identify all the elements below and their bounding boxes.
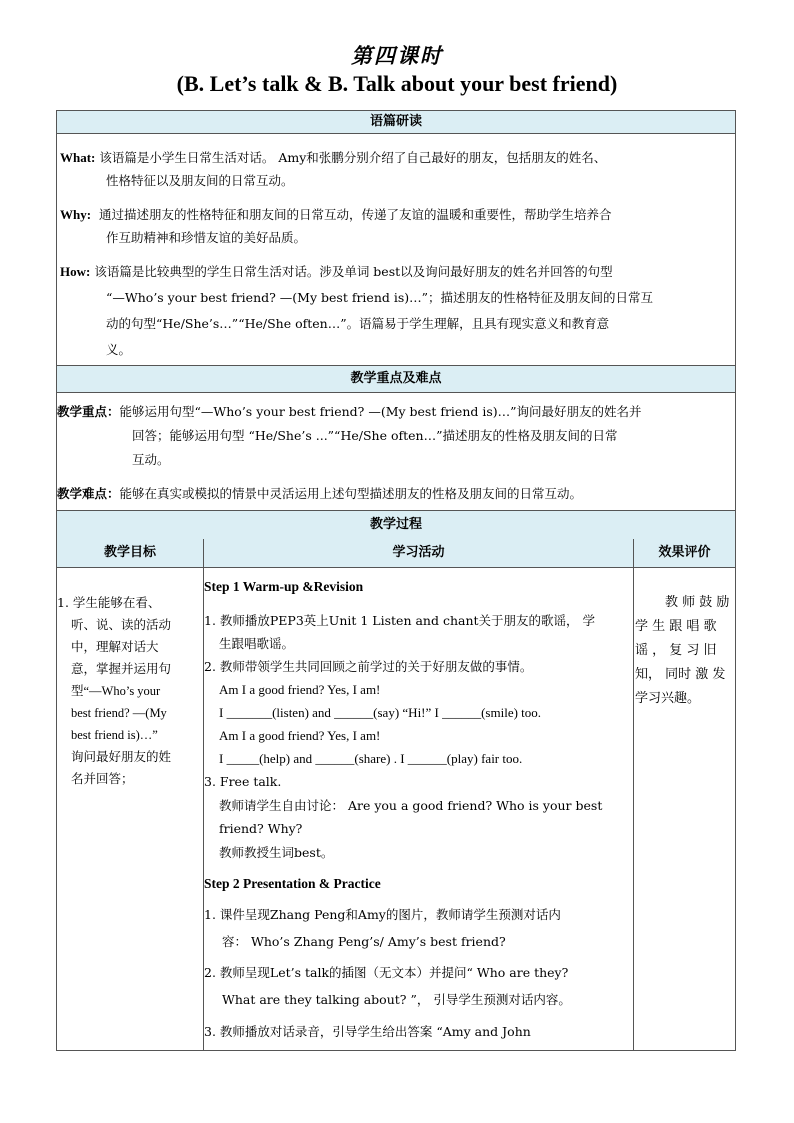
step1-item: 生跟唱歌谣。 <box>219 636 295 651</box>
focus-line: 互动。 <box>132 452 170 467</box>
goal-line: best friend? —(My <box>71 706 167 720</box>
step2-item: 容： Who’s Zhang Peng’s/ Amy’s best friend? <box>222 934 506 949</box>
step2-item: 1. 课件呈现Zhang Peng和Amy的图片，教师请学生预测对话内 <box>204 907 561 922</box>
goal-line: 询问最好朋友的姓 <box>71 749 172 764</box>
step2-item: 2. 教师呈现Let’s talk的插图（无文本）并提问“ Who are they? <box>204 965 569 980</box>
how-line: 动的句型“He/She’s…”“He/She often…”。语篇易于学生理解，且具有现实意义和教育意 <box>106 316 610 331</box>
how-label: How: <box>60 264 91 279</box>
chant-line: I _____(help) and ______(share) . I ______(play) fair too. <box>219 751 523 766</box>
chant-line: Am I a good friend? Yes, I am! <box>219 682 381 697</box>
difficulty-label: 教学难点： <box>57 486 120 501</box>
how-line: 该语篇是比较典型的学生日常生活对话。涉及单词 best以及询问最好朋友的姓名并回答的句型 <box>94 264 613 279</box>
goal-line: 型“—Who’s your <box>71 684 161 698</box>
process-header: 教学过程 <box>57 510 735 540</box>
page-title: 第四课时 <box>351 43 443 68</box>
chant-line: I _______(listen) and ______(say) “Hi!” I ______(smile) too. <box>219 705 542 720</box>
why-line: 作互助精神和珍惜友谊的美好品质。 <box>106 230 307 245</box>
column-header-activity: 学习活动 <box>204 539 633 567</box>
goal-line: 意，掌握并运用句 <box>71 661 172 676</box>
goal-cell <box>57 592 201 790</box>
goal-line: best friend is)…” <box>71 728 158 742</box>
how-line: “—Who’s your best friend? —(My best friend is)…”；描述朋友的性格特征及朋友间的日常互 <box>106 290 654 305</box>
key-points-header: 教学重点及难点 <box>57 365 735 393</box>
eval-line: 知， 同时 激 发 <box>635 667 726 682</box>
column-header-eval: 效果评价 <box>634 539 735 567</box>
why-label: Why: <box>60 207 92 222</box>
what-label: What: <box>60 150 96 165</box>
free-talk-line: 教师教授生词best。 <box>219 844 334 860</box>
analysis-header: 语篇研读 <box>57 111 735 134</box>
focus-line: 能够运用句型“—Who’s your best friend? —(My best friend is)…”询问最好朋友的姓名并 <box>119 404 642 419</box>
what-line: 该语篇是小学生日常生活对话。 Amy和张鹏分别介绍了自己最好的朋友，包括朋友的姓名、 <box>99 150 607 165</box>
why-line: 通过描述朋友的性格特征和朋友间的日常互动，传递了友谊的温暖和重要性，帮助学生培养合 <box>99 207 612 222</box>
free-talk-line: 教师请学生自由讨论： Are you a good friend? Who is your best <box>219 797 603 813</box>
chant-line: Am I a good friend? Yes, I am! <box>219 728 381 743</box>
why-paragraph <box>60 203 612 249</box>
what-line: 性格特征以及朋友间的日常互动。 <box>106 173 294 188</box>
eval-line: 学习兴趣。 <box>635 691 701 706</box>
eval-line: 教 师 鼓 励 <box>665 595 730 610</box>
focus-line: 回答；能够运用句型 “He/She’s ...”“He/She often…”描述朋友的性格及朋友间的日常 <box>132 428 618 443</box>
step1-item: 3. Free talk. <box>204 774 282 789</box>
eval-line: 学 生 跟 唱 歌 <box>635 619 717 634</box>
column-header-goal: 教学目标 <box>57 539 203 567</box>
free-talk-line: friend? Why? <box>219 821 303 836</box>
goal-line: 听、说、读的活动 <box>71 617 172 632</box>
goal-line: 名并回答； <box>71 771 134 786</box>
focus-label: 教学重点： <box>57 404 120 419</box>
what-paragraph <box>60 146 606 192</box>
step2-title: Step 2 Presentation & Practice <box>204 876 381 891</box>
goal-line: 1. 学生能够在看、 <box>57 595 161 610</box>
lesson-table <box>56 110 736 1051</box>
eval-line: 谣 ， 复 习 旧 <box>635 643 717 658</box>
step1-item: 2. 教师带领学生共同回顾之前学过的关于好朋友做的事情。 <box>204 659 533 674</box>
page-subtitle: (B. Let’s talk & B. Talk about your best friend) <box>176 71 618 96</box>
how-line: 义。 <box>106 342 132 357</box>
focus-paragraph <box>57 400 642 472</box>
goal-line: 中，理解对话大 <box>71 639 159 654</box>
how-paragraph <box>60 259 653 363</box>
column-divider <box>633 539 634 1051</box>
activity-cell <box>204 577 632 1045</box>
step2-item: 3. 教师播放对话录音，引导学生给出答案 “Amy and John <box>204 1024 531 1039</box>
step1-item: 1. 教师播放PEP3英上Unit 1 Listen and chant关于朋友的歌谣， 学 <box>204 613 595 628</box>
step1-title: Step 1 Warm-up &Revision <box>204 579 364 594</box>
difficulty-text: 能够在真实或模拟的情景中灵活运用上述句型描述朋友的性格及朋友间的日常互动。 <box>119 486 583 501</box>
eval-cell <box>635 591 733 711</box>
difficulty-paragraph <box>57 482 582 505</box>
step2-item: What are they talking about? ”， 引导学生预测对话内容。 <box>222 992 571 1007</box>
